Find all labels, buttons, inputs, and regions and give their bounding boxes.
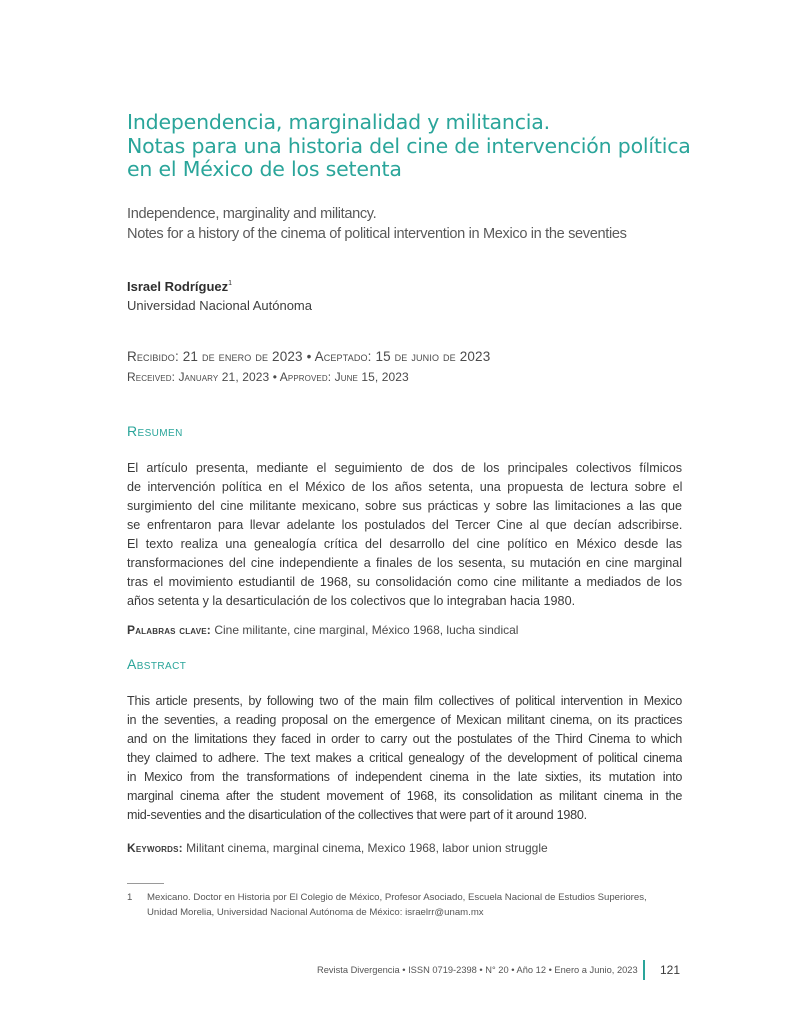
subtitle-line: Notes for a history of the cinema of political intervention in Mexico in the seventies — [127, 225, 627, 242]
journal-footer: Revista Divergencia • ISSN 0719-2398 • N° 20 • Año 12 • Enero a Junio, 2023 — [317, 965, 638, 975]
author-name — [127, 279, 232, 294]
abstract-line: they claimed to adhere. The text makes a critical genealogy of the development of political cinema — [127, 751, 682, 765]
abstract-line: in Mexico from the transformations of independent cinema in the late sixties, its mutation into — [127, 770, 682, 784]
resumen-body — [127, 459, 682, 611]
palabras-clave-label: Palabras clave: — [127, 623, 211, 637]
page-number: 121 — [660, 963, 681, 977]
resumen-line: transformaciones del cine independiente a finales de los sesenta, su mutación en cine marginal — [127, 556, 682, 570]
abstract-line: This article presents, by following two of the main film collectives of political intervention in Mexico — [127, 694, 682, 708]
english-title — [127, 205, 687, 244]
author-affiliation: Universidad Nacional Autónoma — [127, 298, 312, 313]
abstract-heading: Abstract — [127, 656, 187, 672]
dates-english: Received: January 21, 2023 • Approved: June 15, 2023 — [127, 370, 409, 384]
abstract-line: marginal cinema after the student movement of 1968, its consolidation as militant cinema in the — [127, 789, 682, 803]
footnote-number: 1 — [127, 892, 133, 903]
resumen-line: años setenta y la desarticulación de los colectivos que lo integraban hacia 1980. — [127, 594, 576, 608]
abstract-line: mid-seventies and the disarticulation of the collectives that were part of it around 1980. — [127, 808, 587, 822]
footnote — [127, 890, 687, 920]
resumen-line: El artículo presenta, mediante el seguimiento de dos de los principales colectivos fílmicos — [127, 461, 682, 475]
resumen-heading: Resumen — [127, 423, 183, 439]
resumen-line: tras el movimiento estudiantil de 1968, su consolidación como cine militante a mediados de los — [127, 575, 682, 589]
keywords — [127, 841, 548, 855]
footer-divider — [643, 960, 645, 980]
keywords-values: Militant cinema, marginal cinema, Mexico 1968, labor union struggle — [186, 841, 548, 855]
resumen-line: de intervención política en el México de los años setenta, una propuesta de lectura sobre el — [127, 480, 682, 494]
title-line: Independencia, marginalidad y militancia. — [127, 110, 550, 134]
footnote-line: Mexicano. Doctor en Historia por El Colegio de México, Profesor Asociado, Escuela Nacional de Estudios Superiores, — [147, 892, 647, 903]
abstract-line: in the seventies, a reading proposal on the emergence of Mexican militant cinema, on its practices — [127, 713, 682, 727]
subtitle-line: Independence, marginality and militancy. — [127, 206, 377, 222]
resumen-line: se enfrentaron para llevar adelante los postulados del Tercer Cine al que decían adscribirse. — [127, 518, 682, 532]
title-line: en el México de los setenta — [127, 157, 402, 181]
resumen-line: El texto realiza una genealogía crítica del desarrollo del cine político en México desde las — [127, 537, 682, 551]
abstract-line: and on the limitations they faced in order to carry out the postulates of the Third Cinema to which — [127, 732, 682, 746]
palabras-clave-values: Cine militante, cine marginal, México 1968, lucha sindical — [214, 623, 519, 637]
title-line: Notas para una historia del cine de intervención política — [127, 133, 691, 158]
article-title — [127, 110, 691, 182]
footnote-line: Unidad Morelia, Universidad Nacional Autónoma de México: israelrr@unam.mx — [147, 907, 484, 918]
author-name-text: Israel Rodríguez — [127, 279, 229, 294]
keywords-label: Keywords: — [127, 841, 183, 855]
palabras-clave — [127, 623, 518, 637]
dates-spanish: Recibido: 21 de enero de 2023 • Aceptado: 15 de junio de 2023 — [127, 349, 491, 364]
footnote-divider — [127, 883, 164, 884]
footnote-reference[interactable]: 1 — [228, 280, 233, 287]
resumen-line: surgimiento del cine militante mexicano, sobre sus prácticas y sobre las limitaciones a las que — [127, 499, 682, 513]
abstract-body — [127, 692, 682, 825]
